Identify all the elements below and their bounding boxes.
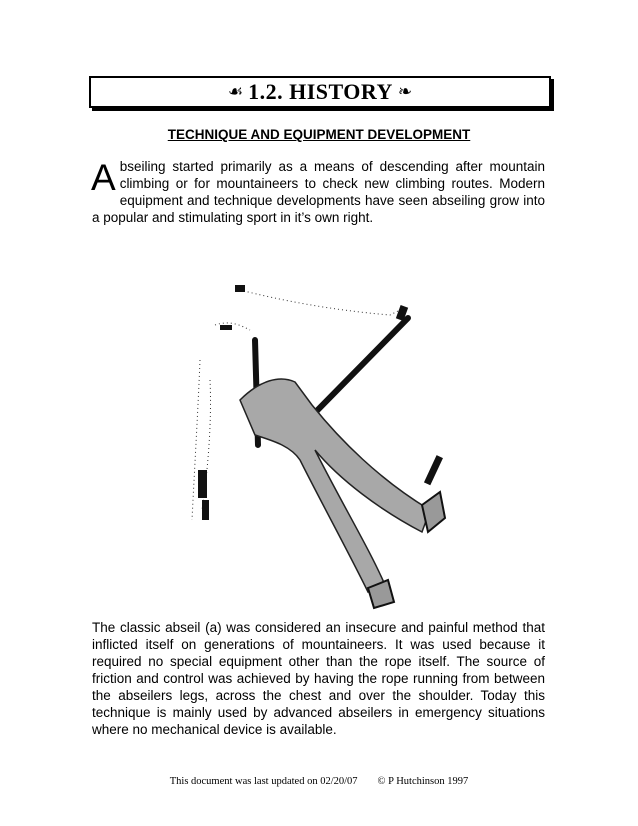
foot-upper bbox=[422, 492, 445, 532]
section-subheading: TECHNIQUE AND EQUIPMENT DEVELOPMENT bbox=[167, 127, 471, 142]
trousers bbox=[240, 379, 430, 592]
copyright-text: © P Hutchinson 1997 bbox=[377, 776, 469, 787]
intro-paragraph bbox=[92, 158, 545, 226]
intro-text: bseiling started primarily as a means of descending after mountain climbing or for mountaineers to check new climbing routes. Modern equipment and technique developments have seen abseiling grow into a popular and stimulating sport in it’s own right. bbox=[92, 159, 545, 225]
last-updated-text: This document was last updated on 02/20/07 bbox=[169, 776, 358, 787]
section-title-box bbox=[89, 76, 551, 108]
body-paragraph: The classic abseil (a) was considered an insecure and painful method that inflicted itself on generations of mountaineers. It was used because it required no special equipment other than the rope itself. The source of friction and control was achieved by having the rope running from between the abseilers legs, across the chest and over the shoulder. Today this technique is mainly used by advanced abseilers in emergency situations where no mechanical device is available. bbox=[92, 620, 545, 737]
page-footer bbox=[0, 776, 638, 787]
fleuron-left-icon: ☙ bbox=[227, 82, 244, 102]
abseiler-illustration-icon bbox=[140, 270, 495, 615]
fleuron-right-icon: ❧ bbox=[397, 82, 413, 102]
drop-cap: A bbox=[91, 157, 116, 198]
page-title: 1.2. HISTORY bbox=[248, 79, 393, 104]
